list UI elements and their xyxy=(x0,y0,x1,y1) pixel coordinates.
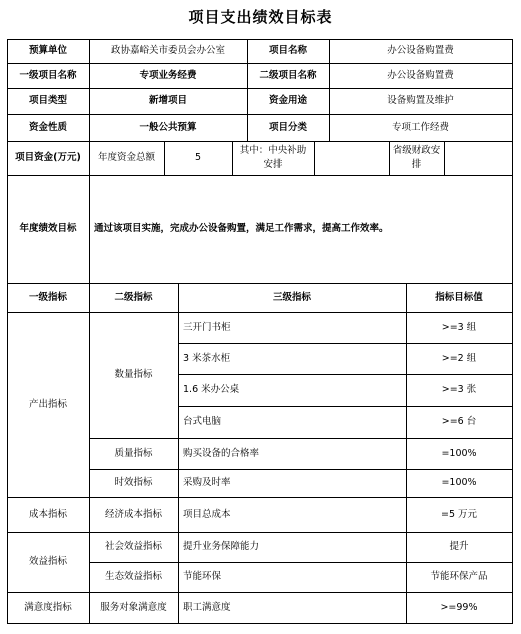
annual-goal-text: 通过该项目实施，完成办公设备购置，满足工作需求，提高工作效率。 xyxy=(94,223,389,235)
project-name-label: 项目名称 xyxy=(268,45,307,57)
fund-use-label: 资金用途 xyxy=(268,95,307,107)
target-cell: =100% xyxy=(441,447,477,459)
central-label: 其中：中央补助安排 xyxy=(239,145,307,170)
table-rule xyxy=(89,562,513,563)
table-rule xyxy=(7,63,513,64)
annual-total-label: 年度资金总额 xyxy=(97,152,155,164)
table-rule xyxy=(7,497,513,498)
central-value xyxy=(314,141,389,175)
table-rule xyxy=(7,39,8,624)
level2-social-benefit: 社会效益指标 xyxy=(104,541,162,553)
level3-cell: 项目总成本 xyxy=(183,508,231,520)
target-cell: 节能环保产品 xyxy=(430,571,488,583)
table-rule xyxy=(178,343,513,344)
table-rule xyxy=(7,175,513,176)
level1-output: 产出指标 xyxy=(28,398,67,410)
level1-benefit: 效益指标 xyxy=(28,556,67,568)
target-cell: >=99% xyxy=(440,601,478,613)
table-rule xyxy=(406,283,407,624)
level3-cell: 提升业务保障能力 xyxy=(183,541,260,553)
header-target: 指标目标值 xyxy=(435,291,483,303)
project-type-label: 项目类型 xyxy=(28,95,67,107)
level2-quantity: 数量指标 xyxy=(114,369,153,381)
table-rule xyxy=(89,141,90,176)
level3-cell: 1.6 米办公桌 xyxy=(183,384,240,396)
budget-unit-label: 预算单位 xyxy=(28,45,67,57)
target-cell: >=6 台 xyxy=(441,416,477,428)
header-level1: 一级指标 xyxy=(28,291,67,303)
table-rule xyxy=(178,374,513,375)
level2-eco-benefit: 生态效益指标 xyxy=(104,571,162,583)
target-cell: =100% xyxy=(441,477,477,489)
table-rule xyxy=(178,406,513,407)
target-cell: >=2 组 xyxy=(441,352,477,364)
level2-quality: 质量指标 xyxy=(114,447,153,459)
table-rule xyxy=(89,469,513,470)
table-rule xyxy=(512,39,513,624)
level3-cell: 3 米茶水柜 xyxy=(183,352,231,364)
table-rule xyxy=(7,592,513,593)
table-rule xyxy=(178,283,179,624)
target-cell: >=3 张 xyxy=(441,384,477,396)
annual-total-value: 5 xyxy=(194,152,202,164)
table-rule xyxy=(89,39,90,142)
table-rule xyxy=(7,88,513,89)
table-rule xyxy=(164,141,165,176)
table-rule xyxy=(329,39,330,142)
table-rule xyxy=(247,39,248,142)
level1-cost: 成本指标 xyxy=(28,508,67,520)
level2-project-value: 办公设备购置费 xyxy=(387,69,454,81)
fund-nature-label: 资金性质 xyxy=(28,121,67,133)
table-rule xyxy=(7,141,513,142)
fund-use-value: 设备购置及维护 xyxy=(387,95,454,107)
provincial-label: 省级财政安排 xyxy=(392,145,441,170)
header-level3: 三级指标 xyxy=(272,291,311,303)
table-rule xyxy=(389,141,390,176)
level3-cell: 三开门书柜 xyxy=(183,321,231,333)
level2-service-satisfaction: 服务对象满意度 xyxy=(100,601,167,613)
level1-project-label: 一级项目名称 xyxy=(19,69,77,81)
level1-satisfaction: 满意度指标 xyxy=(24,601,72,613)
project-type-value: 新增项目 xyxy=(148,95,187,107)
level2-economic-cost: 经济成本指标 xyxy=(104,508,162,520)
table-rule xyxy=(7,623,513,624)
level3-cell: 采购及时率 xyxy=(183,477,231,489)
project-category-value: 专项工作经费 xyxy=(391,121,449,133)
budget-unit-value: 政协嘉峪关市委员会办公室 xyxy=(110,45,225,57)
level3-cell: 购买设备的合格率 xyxy=(183,447,260,459)
target-cell: 提升 xyxy=(449,541,469,553)
project-name-value: 办公设备购置费 xyxy=(387,45,454,57)
annual-goal-label: 年度绩效目标 xyxy=(19,223,77,235)
fund-nature-value: 一般公共预算 xyxy=(139,121,197,133)
table-rule xyxy=(444,141,445,176)
level1-project-value: 专项业务经费 xyxy=(139,69,197,81)
target-cell: >=3 组 xyxy=(441,321,477,333)
table-rule xyxy=(89,438,513,439)
provincial-value xyxy=(444,141,512,175)
table-rule xyxy=(314,141,315,176)
target-cell: =5 万元 xyxy=(440,508,478,520)
funds-label: 项目资金(万元) xyxy=(15,152,81,164)
project-category-label: 项目分类 xyxy=(268,121,307,133)
level3-cell: 节能环保 xyxy=(183,571,222,583)
table-rule xyxy=(89,175,90,284)
table-rule xyxy=(89,283,90,624)
level3-cell: 职工满意度 xyxy=(183,601,231,613)
level3-cell: 台式电脑 xyxy=(183,416,222,428)
level2-timeliness: 时效指标 xyxy=(114,477,153,489)
table-rule xyxy=(7,114,513,115)
table-rule xyxy=(7,312,513,313)
table-rule xyxy=(232,141,233,176)
table-rule xyxy=(7,532,513,533)
table-rule xyxy=(7,39,513,40)
header-level2: 二级指标 xyxy=(114,291,153,303)
page-title: 项目支出绩效目标表 xyxy=(188,8,333,26)
level2-project-label: 二级项目名称 xyxy=(259,69,317,81)
table-rule xyxy=(7,283,513,284)
